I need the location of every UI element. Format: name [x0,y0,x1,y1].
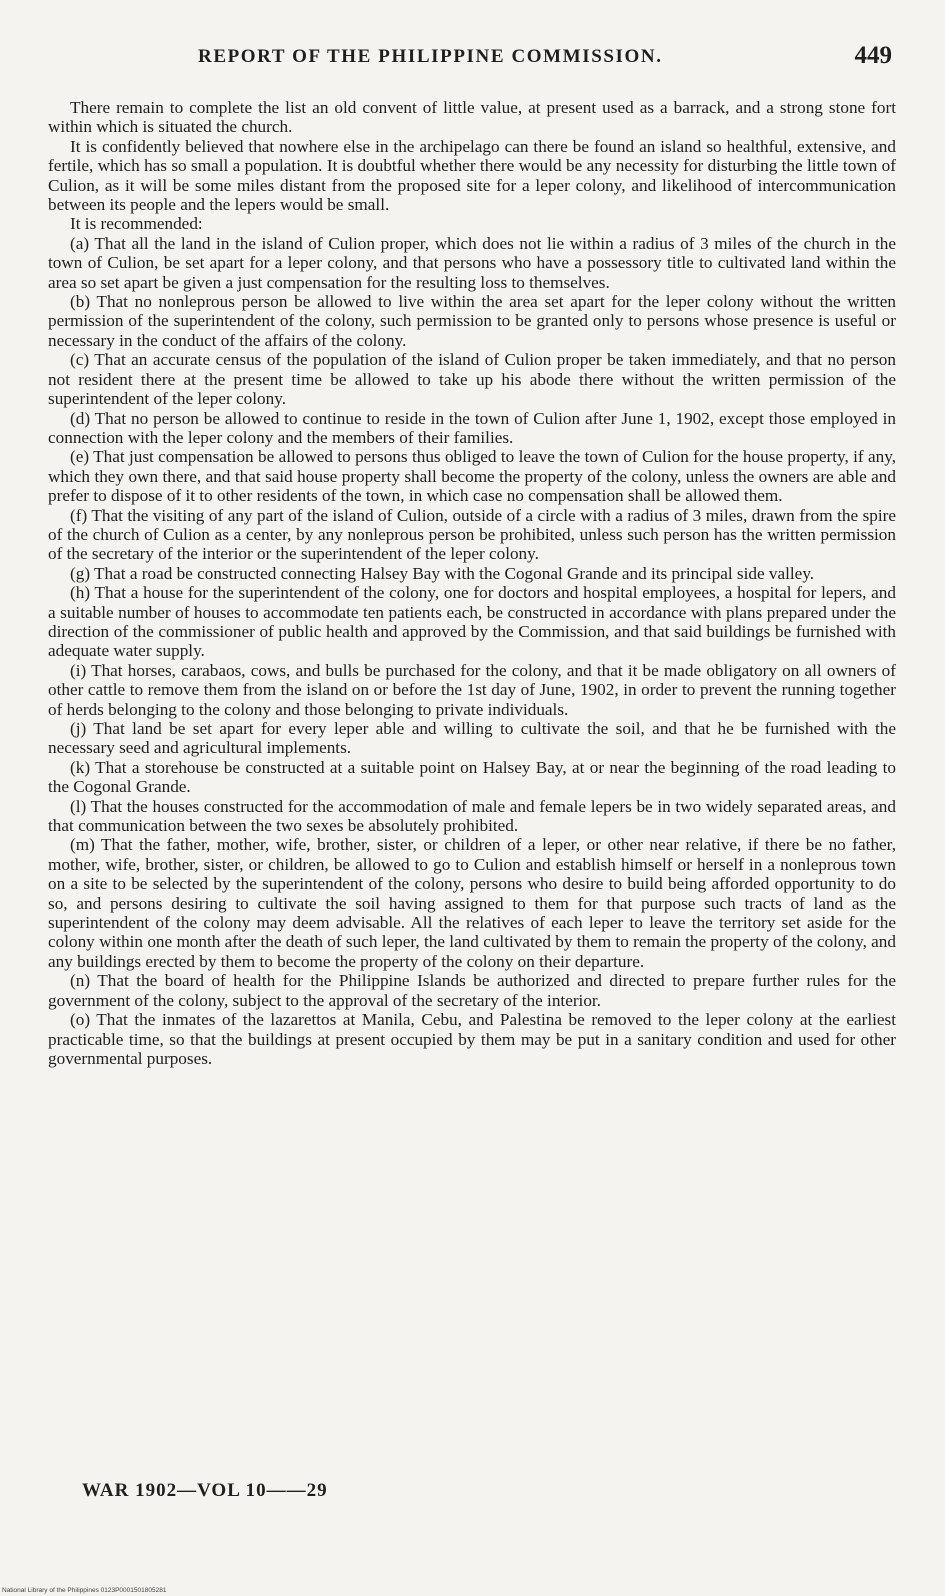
body-text [48,98,896,1068]
page-header [48,40,896,74]
recommendation-k: (k) That a storehouse be constructed at a suitable point on Halsey Bay, at or near the beginning of the road leading to the Cogonal Grande. [48,757,896,797]
recommendation-m: (m) That the father, mother, wife, brother, sister, or children of a leper, or other near relative, if there be no father, mother, wife, brother, sister, or children, be allowed to go to Culion and establish himself or herself in a nonleprous town on a site to be selected by the superintendent of the colony, persons who desire to build being afforded opportunity to do so, and persons desiring to cultivate the soil having assigned to them for that purpose such tracts of land as the superintendent of the colony may deem advisable. All the relatives of each leper to leave the territory set aside for the colony within one month after the death of such leper, the land cultivated by them to remain the property of the colony, and any buildings erected by them to become the property of the colony on their departure. [48,835,896,971]
signature-line: WAR 1902—VOL 10——29 [82,1480,328,1501]
recommendation-h: (h) That a house for the superintendent of the colony, one for doctors and hospital employees, a hospital for lepers, and a suitable number of houses to accommodate ten patients each, be constructed in accordance with plans prepared under the direction of the commissioner of public health and approved by the Commission, and that said buildings be furnished with adequate water supply. [48,583,896,661]
recommendation-o: (o) That the inmates of the lazarettos at Manila, Cebu, and Palestina be removed to the leper colony at the earliest practicable time, so that the buildings at present occupied by them may be put in a sanitary condition and used for other governmental purposes. [48,1010,896,1068]
recommendation-c: (c) That an accurate census of the population of the island of Culion proper be taken immediately, and that no person not resident there at the present time be allowed to take up his abode there without the written permission of the superintendent of the leper colony. [48,350,896,409]
recommendation-b: (b) That no nonleprous person be allowed to live within the area set apart for the leper colony without the written permission of the superintendent of the colony, such permission to be granted only to persons whose presence is useful or necessary in the conduct of the affairs of the colony. [48,292,896,350]
recommendation-n: (n) That the board of health for the Philippine Islands be authorized and directed to prepare further rules for the government of the colony, subject to the approval of the secretary of the interior. [48,971,896,1010]
scan-credit: National Library of the Philippines 0123P0001501805281 [2,1587,167,1594]
recommendation-d: (d) That no person be allowed to continue to reside in the town of Culion after June 1, 1902, except those employed in connection with the leper colony and the members of their families. [48,408,896,447]
running-title: REPORT OF THE PHILIPPINE COMMISSION. [198,46,663,67]
page-number: 449 [854,42,892,69]
recommendation-g: (g) That a road be constructed connecting Halsey Bay with the Cogonal Grande and its principal side valley. [70,563,815,583]
paragraph-recommended: It is recommended: [70,214,203,234]
paragraph-intro: There remain to complete the list an old convent of little value, at present used as a barrack, and a strong stone fort within which is situated the church. [48,98,896,137]
paragraph-island: It is confidently believed that nowhere else in the archipelago can there be found an island so healthful, extensive, and fertile, which has so small a population. It is doubtful whether there would be any necessity for disturbing the little town of Culion, as it will be some miles distant from the proposed site for a leper colony, and likelihood of intercommunication between its people and the lepers would be small. [48,136,896,215]
recommendation-a: (a) That all the land in the island of Culion proper, which does not lie within a radius of 3 miles of the church in the town of Culion, be set apart for a leper colony, and that persons who have a possessory title to cultivated land within the area so set apart be given a just compensation for the resulting loss to themselves. [48,233,896,292]
recommendation-i: (i) That horses, carabaos, cows, and bulls be purchased for the colony, and that it be made obligatory on all owners of other cattle to remove them from the island on or before the 1st day of June, 1902, in order to prevent the running together of herds belonging to the colony and those belonging to private individuals. [48,660,896,719]
recommendation-e: (e) That just compensation be allowed to persons thus obliged to leave the town of Culion for the house property, if any, which they own there, and that said house property shall become the property of the colony, unless the owners are able and prefer to dispose of it to other residents of the town, in which case no compensation shall be allowed them. [48,447,896,506]
recommendation-j: (j) That land be set apart for every leper able and willing to cultivate the soil, and that he be furnished with the necessary seed and agricultural implements. [48,719,896,758]
document-page [48,40,896,1068]
recommendation-l: (l) That the houses constructed for the accommodation of male and female lepers be in two widely separated areas, and that communication between the two sexes be absolutely prohibited. [48,796,896,836]
recommendation-f: (f) That the visiting of any part of the island of Culion, outside of a circle with a radius of 3 miles, drawn from the spire of the church of Culion as a center, by any nonleprous person be prohibited, unless such person has the written permission of the secretary of the interior or the superintendent of the leper colony. [48,505,896,564]
